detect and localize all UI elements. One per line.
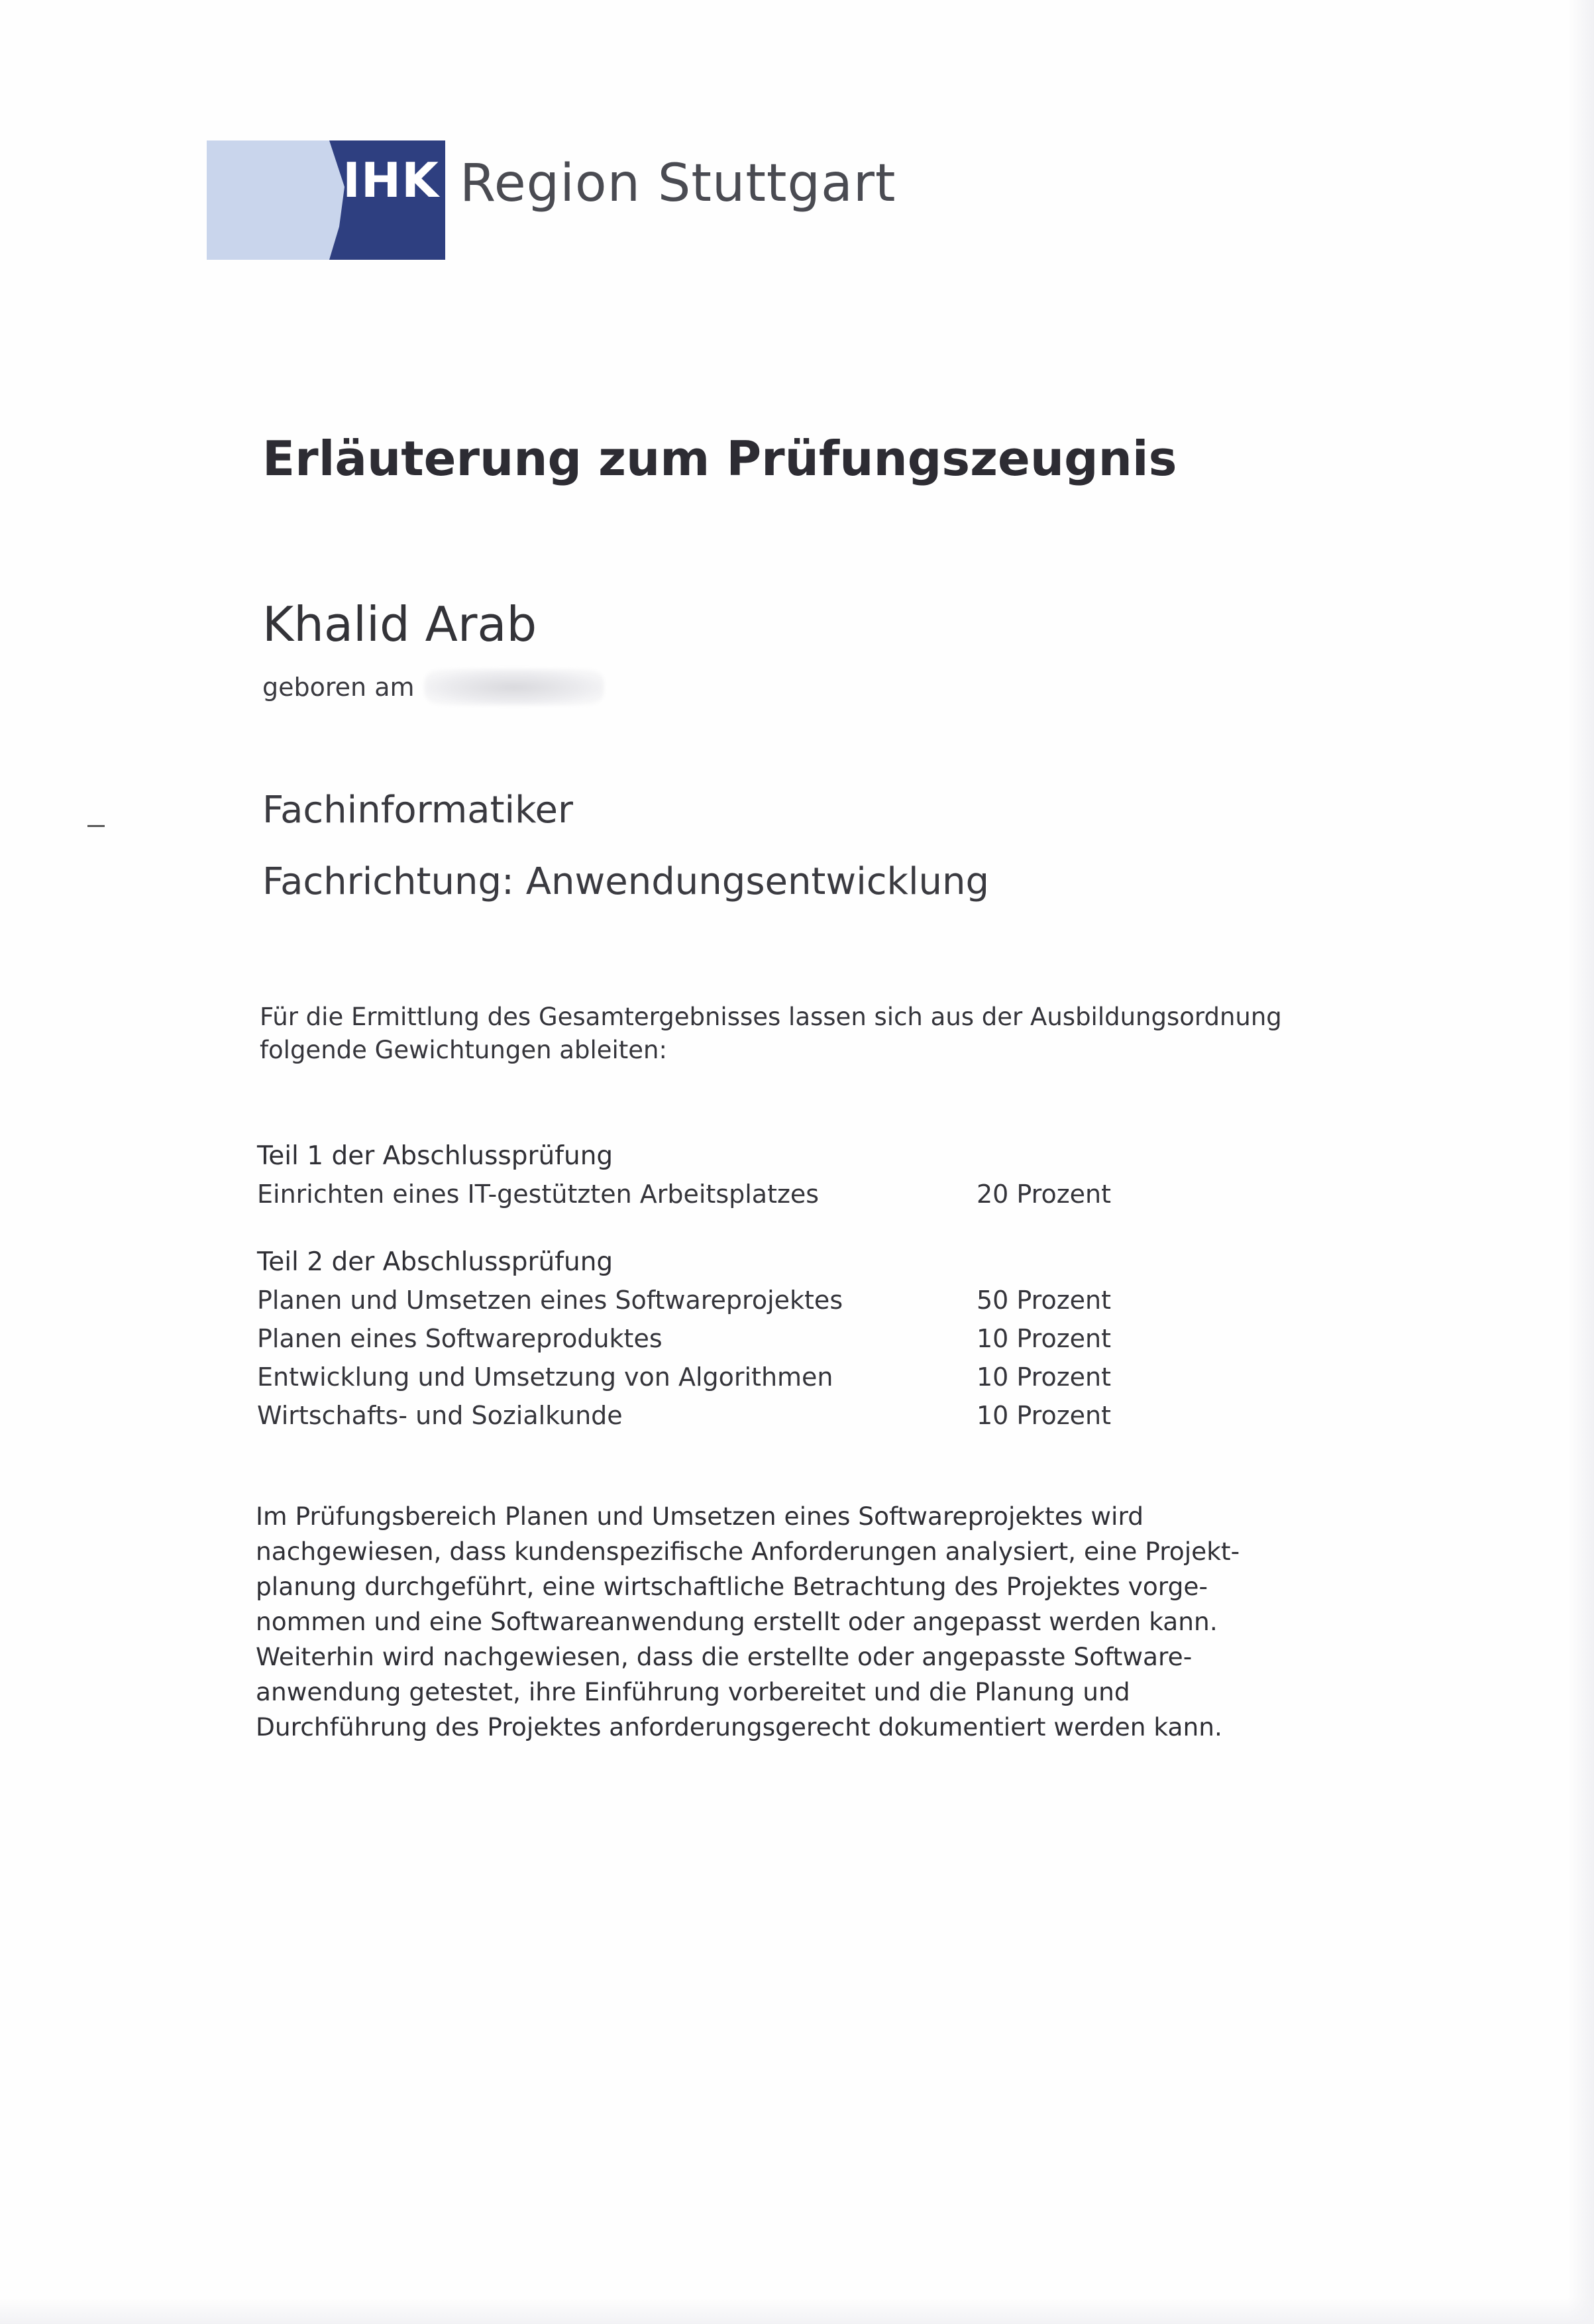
weighting-label: Planen eines Softwareproduktes: [257, 1324, 663, 1353]
closing-line: nachgewiesen, dass kundenspezifische Anforderungen analysiert, eine Projekt-: [256, 1537, 1240, 1566]
intro-paragraph: [260, 1001, 1282, 1067]
closing-line: Weiterhin wird nachgewiesen, dass die erstellte oder angepasste Software-: [256, 1642, 1193, 1671]
weighting-row: [257, 1286, 1185, 1324]
closing-paragraph: [256, 1499, 1316, 1745]
weighting-row: [257, 1180, 1185, 1218]
part2-heading: Teil 2 der Abschlussprüfung: [257, 1247, 613, 1277]
closing-line: planung durchgeführt, eine wirtschaftliche Betrachtung des Projektes vorge-: [256, 1572, 1208, 1601]
weighting-label: Einrichten eines IT-gestützten Arbeitsplatzes: [257, 1180, 820, 1209]
ihk-logo: [207, 140, 896, 260]
person-name: Khalid Arab: [262, 596, 537, 652]
intro-line: Für die Ermittlung des Gesamtergebnisses lassen sich aus der Ausbildungsordnung: [260, 1003, 1282, 1031]
weighting-label: Planen und Umsetzen eines Softwareprojektes: [257, 1286, 843, 1315]
closing-line: Durchführung des Projektes anforderungsgerecht dokumentiert werden kann.: [256, 1712, 1222, 1742]
logo-light-block: [207, 140, 356, 260]
weighting-row: [257, 1324, 1185, 1362]
weighting-value: 50 Prozent: [977, 1286, 1112, 1315]
intro-line: folgende Gewichtungen ableiten:: [260, 1036, 667, 1064]
scan-edge: [0, 2297, 1594, 2324]
part1-heading: Teil 1 der Abschlussprüfung: [257, 1141, 613, 1171]
logo-abbreviation: IHK: [343, 152, 439, 208]
weighting-value: 20 Prozent: [977, 1180, 1112, 1209]
closing-line: anwendung getestet, ihre Einführung vorbereitet und die Planung und: [256, 1677, 1130, 1706]
weighting-value: 10 Prozent: [977, 1362, 1112, 1392]
closing-line: Im Prüfungsbereich Planen und Umsetzen eines Softwareprojektes wird: [256, 1502, 1144, 1531]
birth-row: [262, 669, 604, 709]
weighting-label: Wirtschafts- und Sozialkunde: [257, 1401, 623, 1430]
birth-label: geboren am: [262, 673, 415, 702]
specialization: Fachrichtung: Anwendungsentwicklung: [262, 860, 990, 903]
closing-line: nommen und eine Softwareanwendung erstellt oder angepasst werden kann.: [256, 1607, 1218, 1636]
logo-region-text: Region Stuttgart: [460, 154, 896, 213]
weighting-label: Entwicklung und Umsetzung von Algorithmen: [257, 1362, 833, 1392]
weighting-value: 10 Prozent: [977, 1324, 1112, 1353]
profession: Fachinformatiker: [262, 789, 574, 832]
weighting-row: [257, 1401, 1185, 1439]
scan-edge: [1567, 0, 1594, 2324]
margin-mark: [87, 825, 105, 827]
page-title: Erläuterung zum Prüfungszeugnis: [262, 431, 1177, 486]
weighting-row: [257, 1362, 1185, 1401]
weighting-value: 10 Prozent: [977, 1401, 1112, 1430]
redacted-birth-date: [425, 669, 604, 705]
